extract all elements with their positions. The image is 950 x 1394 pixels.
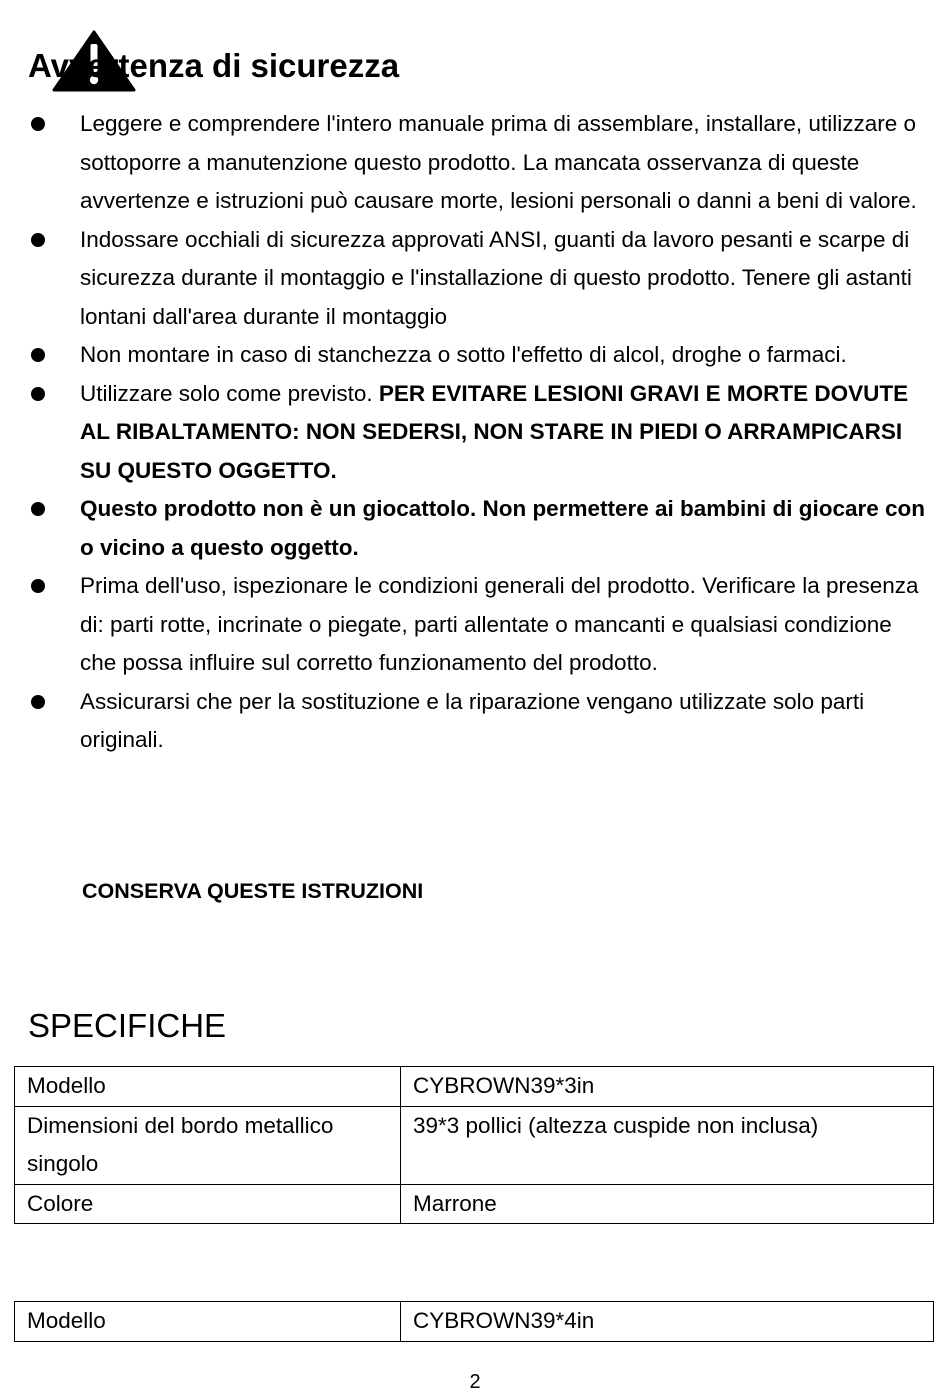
warning-list: [0, 105, 950, 760]
page-number: 2: [469, 1371, 481, 1393]
spec-label: Modello: [15, 1067, 401, 1107]
bullet-dot: [31, 387, 45, 401]
list-item: [0, 567, 950, 683]
item-text: Non montare in caso di stanchezza o sotto l'effetto di alcol, droghe o farmaci.: [80, 342, 847, 367]
bullet-dot: [31, 348, 45, 362]
table-row: [15, 1302, 934, 1342]
list-item: [0, 221, 950, 337]
bullet-dot: [31, 695, 45, 709]
item-text: Assicurarsi che per la sostituzione e la riparazione vengano utilizzate solo parti originali.: [80, 688, 865, 752]
spec-label: Dimensioni del bordo metallico singolo: [15, 1106, 401, 1184]
item-text: Utilizzare solo come previsto.: [80, 380, 379, 406]
specs-table-1: [14, 1066, 934, 1224]
item-text: Indossare occhiali di sicurezza approvati ANSI, guanti da lavoro pesanti e scarpe di sicurezza durante il montaggio e l'installazione di questo prodotto. Tenere gli astanti lontani dall'area durante il montaggio: [80, 226, 912, 329]
specs-table-2: [14, 1301, 934, 1342]
spec-value: Marrone: [401, 1184, 934, 1224]
list-item: [0, 105, 950, 221]
spec-value: CYBROWN39*3in: [401, 1067, 934, 1107]
table-row: [15, 1106, 934, 1184]
spec-value: CYBROWN39*4in: [401, 1302, 934, 1342]
spec-label: Colore: [15, 1184, 401, 1224]
spec-label: Modello: [15, 1302, 401, 1342]
warning-title: Avvertenza di sicurezza: [28, 47, 400, 84]
bullet-dot: [31, 117, 45, 131]
spec-value: 39*3 pollici (altezza cuspide non inclusa): [401, 1106, 934, 1184]
table-row: [15, 1067, 934, 1107]
bullet-dot: [31, 579, 45, 593]
item-bold-text: Questo prodotto non è un giocattolo. Non permettere ai bambini di giocare con o vicino a questo oggetto.: [80, 496, 926, 560]
bullet-dot: [31, 502, 45, 516]
specs-title: SPECIFICHE: [28, 1007, 227, 1044]
list-item: [0, 375, 950, 491]
item-text: Leggere e comprendere l'intero manuale prima di assemblare, installare, utilizzare o sottoporre a manutenzione questo prodotto. La mancata osservanza di queste avvertenze e istruzioni può causare morte, lesioni personali o danni a beni di valore.: [80, 111, 917, 213]
list-item: [0, 336, 950, 375]
list-item: [0, 490, 950, 567]
bullet-dot: [31, 233, 45, 247]
item-text: Prima dell'uso, ispezionare le condizioni generali del prodotto. Verificare la presenza di: parti rotte, incrinate o piegate, parti allentate o mancanti e qualsiasi condizione che possa influire sul corretto funzionamento del prodotto.: [80, 573, 919, 675]
save-instructions-note: CONSERVA QUESTE ISTRUZIONI: [82, 879, 424, 903]
list-item: [0, 683, 950, 760]
table-row: [15, 1184, 934, 1224]
item-bold-text: PER EVITARE LESIONI GRAVI E MORTE DOVUTE AL RIBALTAMENTO: NON SEDERSI, NON STARE IN PIEDI O ARRAMPICARSI SU QUESTO OGGETTO.: [80, 380, 909, 483]
